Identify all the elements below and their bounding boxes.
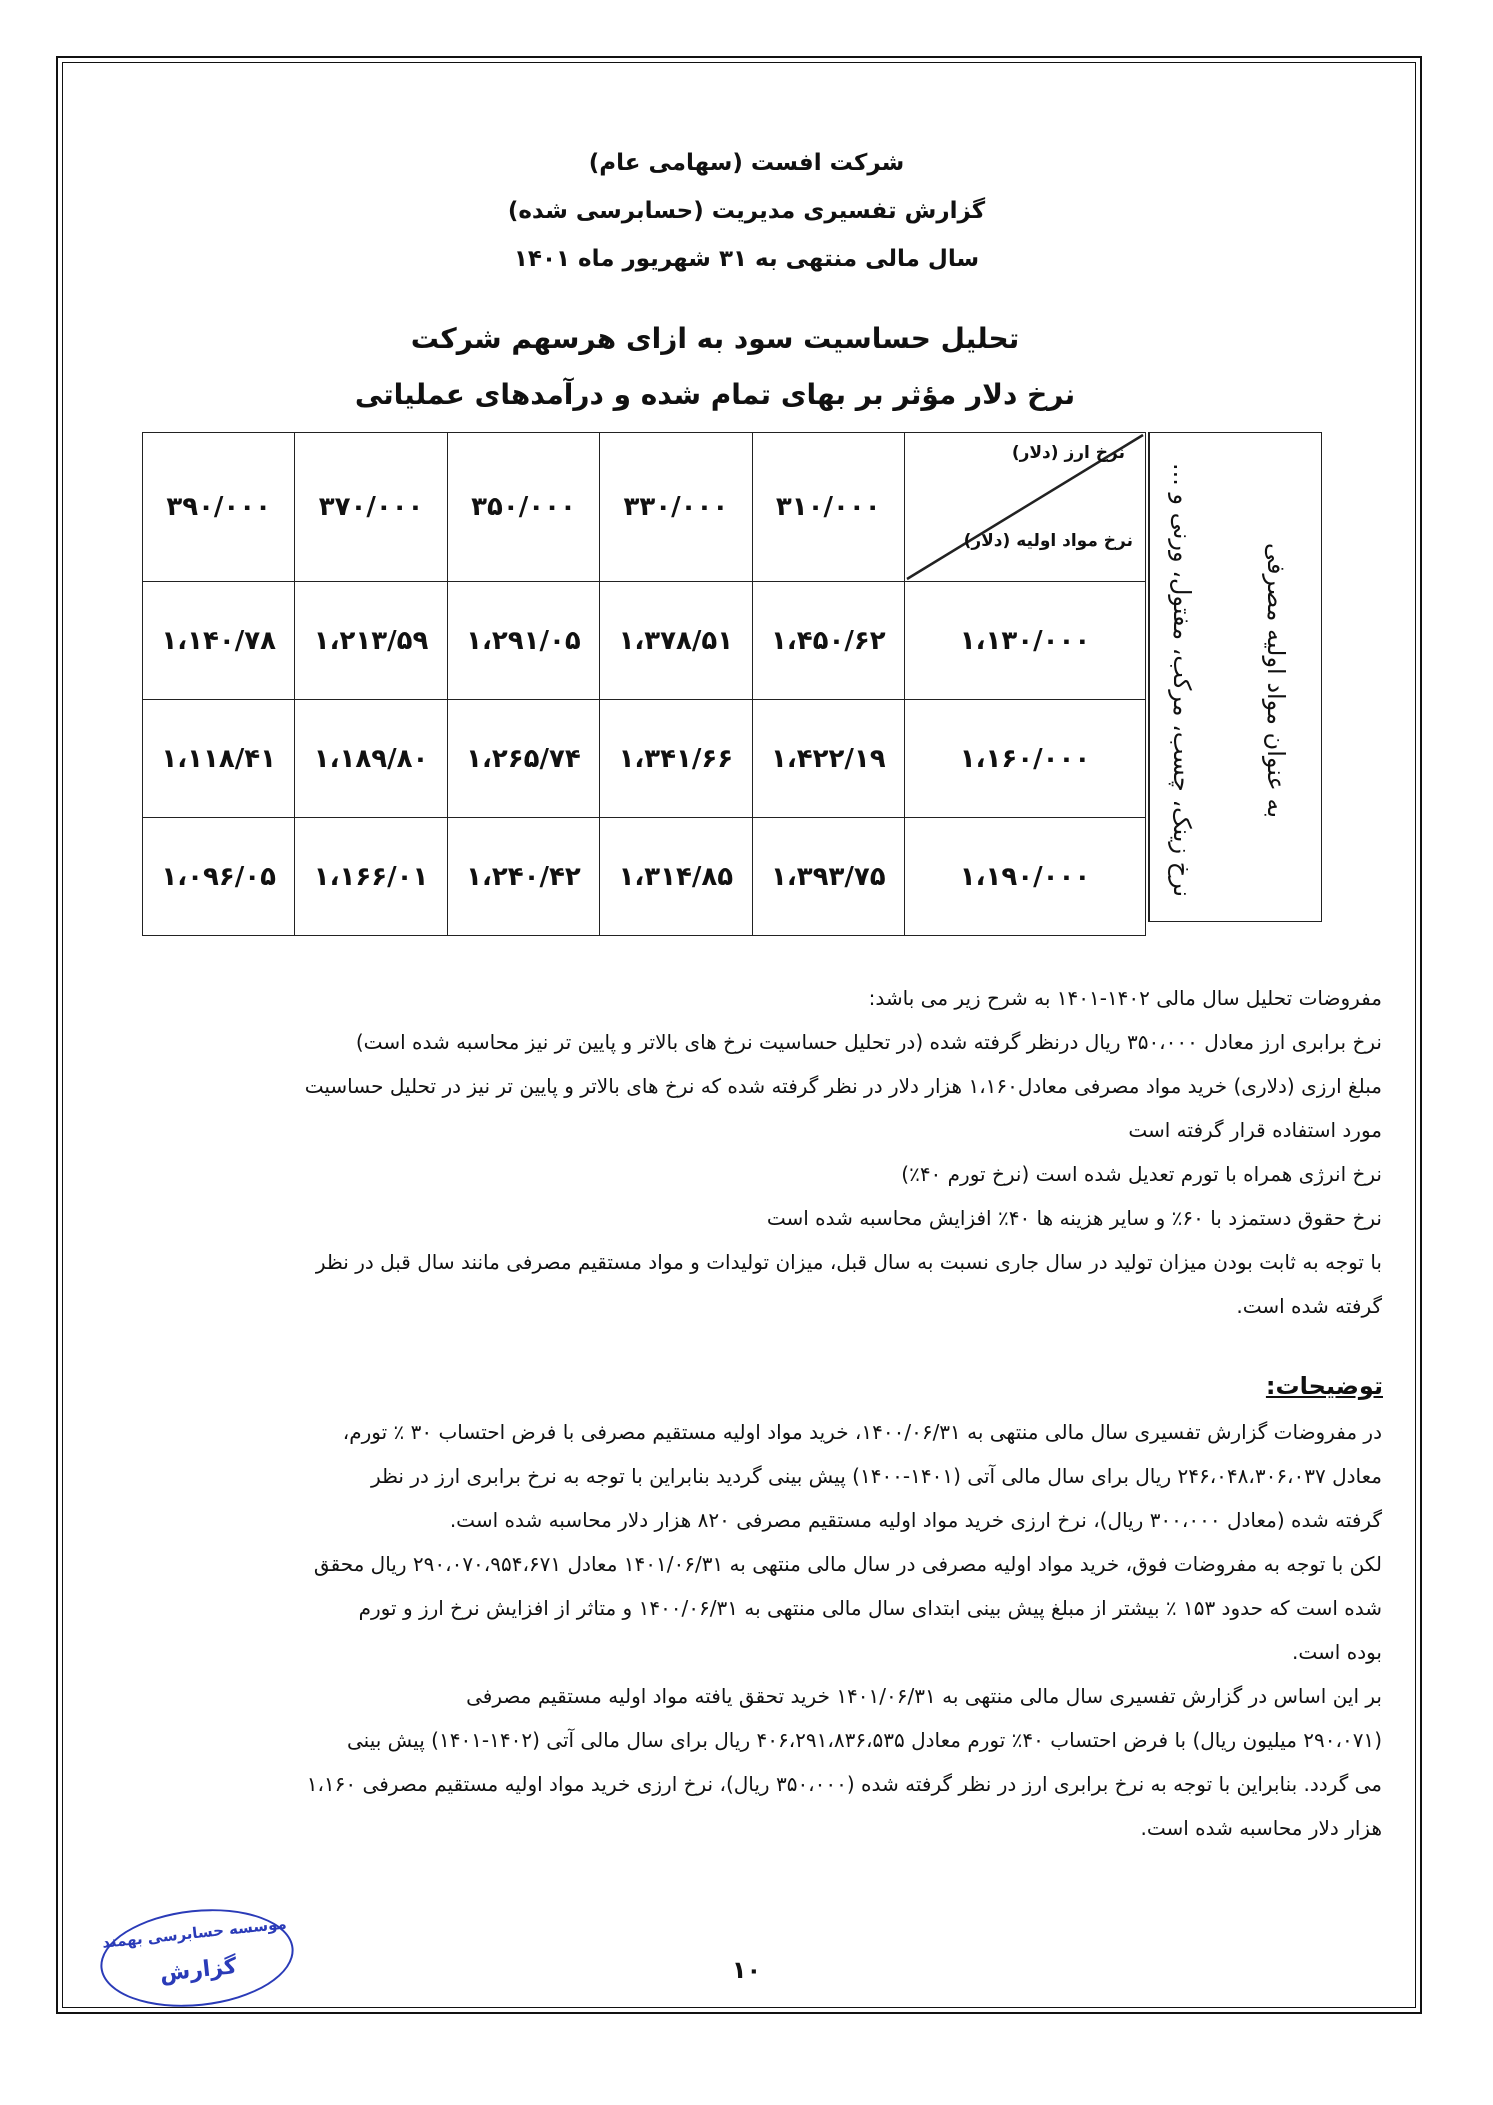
fx-rate-cell: ۳۱۰/۰۰۰ (752, 433, 904, 582)
table-cell: ۱،۲۹۱/۰۵ (447, 582, 599, 700)
table-cell: ۱،۲۴۰/۴۲ (447, 818, 599, 936)
material-rate-cell: ۱،۱۹۰/۰۰۰ (905, 818, 1146, 936)
assumption-line: نرخ انرژی همراه با تورم تعدیل شده است (نرخ تورم ۴۰٪) (901, 1162, 1382, 1186)
corner-bottom-label: نرخ مواد اولیه (دلار) (963, 531, 1133, 551)
stamp-line-1: موسسه حسابرسی بهمند (101, 1914, 288, 1952)
table-cell: ۱،۳۹۳/۷۵ (752, 818, 904, 936)
note-line: بوده است. (1292, 1640, 1382, 1664)
stamp-line-2: گزارش (158, 1953, 238, 1987)
fx-rate-cell: ۳۵۰/۰۰۰ (447, 433, 599, 582)
notes-heading: توضیحات: (1265, 1372, 1383, 1400)
note-line: (۲۹۰،۰۷۱ میلیون ریال) با فرض احتساب ۴۰٪ تورم معادل ۴۰۶،۲۹۱،۸۳۶،۵۳۵ ریال برای سال مالی آتی (۱۴۰۲-۱۴۰۱) پیش بینی (347, 1728, 1382, 1752)
table-row (143, 700, 1146, 818)
side-label-outer: به عنوان مواد اولیه مصرفی (1262, 542, 1290, 818)
table-cell: ۱،۳۱۴/۸۵ (600, 818, 752, 936)
assumption-line: گرفته شده است. (1236, 1294, 1382, 1318)
table-corner-cell (905, 433, 1146, 582)
table-cell: ۱،۰۹۶/۰۵ (143, 818, 295, 936)
fx-rate-cell: ۳۹۰/۰۰۰ (143, 433, 295, 582)
table-cell: ۱،۳۴۱/۶۶ (600, 700, 752, 818)
table-cell: ۱،۱۴۰/۷۸ (143, 582, 295, 700)
assumption-line: مبلغ ارزی (دلاری) خرید مواد مصرفی معادل۱،۱۶۰ هزار دلار در نظر گرفته شده که نرخ های بالاتر و پایین تر نیز در تحلیل حساسیت (304, 1074, 1382, 1098)
report-period: سال مالی منتهی به ۳۱ شهریور ماه ۱۴۰۱ (513, 246, 980, 272)
table-cell: ۱،۲۱۳/۵۹ (295, 582, 447, 700)
table-cell: ۱،۲۶۵/۷۴ (447, 700, 599, 818)
table-cell: ۱،۴۲۲/۱۹ (752, 700, 904, 818)
material-rate-cell: ۱،۱۳۰/۰۰۰ (905, 582, 1146, 700)
sensitivity-table (142, 432, 1146, 936)
table-row (143, 582, 1146, 700)
note-line: شده است که حدود ۱۵۳ ٪ بیشتر از مبلغ پیش بینی ابتدای سال مالی منتهی به ۱۴۰۰/۰۶/۳۱ و متاثر از افزایش نرخ ارز و تورم (358, 1596, 1382, 1620)
assumption-line: با توجه به ثابت بودن میزان تولید در سال جاری نسبت به سال قبل، میزان تولیدات و مواد مستقیم مصرفی مانند سال قبل در نظر (315, 1250, 1382, 1274)
fx-rate-cell: ۳۷۰/۰۰۰ (295, 433, 447, 582)
note-line: معادل ۲۴۶،۰۴۸،۳۰۶،۰۳۷ ریال برای سال مالی آتی (۱۴۰۱-۱۴۰۰) پیش بینی گردید بنابراین با توجه به نرخ برابری ارز در نظر (370, 1464, 1382, 1488)
assumptions-block (72, 976, 1382, 1328)
assumption-line: مورد استفاده قرار گرفته است (1128, 1118, 1382, 1142)
note-line: در مفروضات گزارش تفسیری سال مالی منتهی به ۱۴۰۰/۰۶/۳۱، خرید مواد اولیه مستقیم مصرفی با فرض احتساب ۳۰ ٪ تورم، (342, 1420, 1382, 1444)
table-cell: ۱،۱۶۶/۰۱ (295, 818, 447, 936)
assumption-line: مفروضات تحلیل سال مالی ۱۴۰۲-۱۴۰۱ به شرح زیر می باشد: (868, 986, 1382, 1010)
page-number: ۱۰ (731, 1956, 762, 1984)
note-line: می گردد. بنابراین با توجه به نرخ برابری ارز در نظر گرفته شده (۳۵۰،۰۰۰ ریال)، نرخ ارزی خرید مواد اولیه مستقیم مصرفی ۱،۱۶۰ (306, 1772, 1382, 1796)
table-cell: ۱،۱۱۸/۴۱ (143, 700, 295, 818)
notes-block (72, 1410, 1382, 1850)
table-cell: ۱،۳۷۸/۵۱ (600, 582, 752, 700)
report-name: گزارش تفسیری مدیریت (حسابرسی شده) (507, 198, 986, 224)
table-row (143, 818, 1146, 936)
table-cell: ۱،۱۸۹/۸۰ (295, 700, 447, 818)
table-header-row (143, 433, 1146, 582)
company-name: شرکت افست (سهامی عام) (588, 150, 905, 176)
material-rate-cell: ۱،۱۶۰/۰۰۰ (905, 700, 1146, 818)
section-title: تحلیل حساسیت سود به ازای هرسهم شرکت (410, 322, 1020, 355)
assumption-line: نرخ حقوق دستمزد با ۶۰٪ و سایر هزینه ها ۴۰٪ افزایش محاسبه شده است (766, 1206, 1382, 1230)
assumption-line: نرخ برابری ارز معادل ۳۵۰،۰۰۰ ریال درنظر گرفته شده (در تحلیل حساسیت نرخ های بالاتر و پایین تر نیز محاسبه شده است) (355, 1030, 1382, 1054)
note-line: هزار دلار محاسبه شده است. (1140, 1816, 1382, 1840)
note-line: بر این اساس در گزارش تفسیری سال مالی منتهی به ۱۴۰۱/۰۶/۳۱ خرید تحقق یافته مواد اولیه مستقیم مصرفی (466, 1684, 1382, 1708)
side-label-inner: نرخ زینک، چسب، مرکب، مفتول، ورنی و ... (1168, 462, 1196, 898)
section-subtitle: نرخ دلار مؤثر بر بهای تمام شده و درآمدهای عملیاتی (354, 378, 1076, 411)
table-cell: ۱،۴۵۰/۶۲ (752, 582, 904, 700)
fx-rate-cell: ۳۳۰/۰۰۰ (600, 433, 752, 582)
note-line: گرفته شده (معادل ۳۰۰،۰۰۰ ریال)، نرخ ارزی خرید مواد اولیه مستقیم مصرفی ۸۲۰ هزار دلار محاسبه شده است. (449, 1508, 1382, 1532)
note-line: لکن با توجه به مفروضات فوق، خرید مواد اولیه مصرفی در سال مالی منتهی به ۱۴۰۱/۰۶/۳۱ معادل ۲۹۰،۰۷۰،۹۵۴،۶۷۱ ریال محقق (313, 1552, 1382, 1576)
corner-top-label: نرخ ارز (دلار) (1011, 443, 1125, 463)
